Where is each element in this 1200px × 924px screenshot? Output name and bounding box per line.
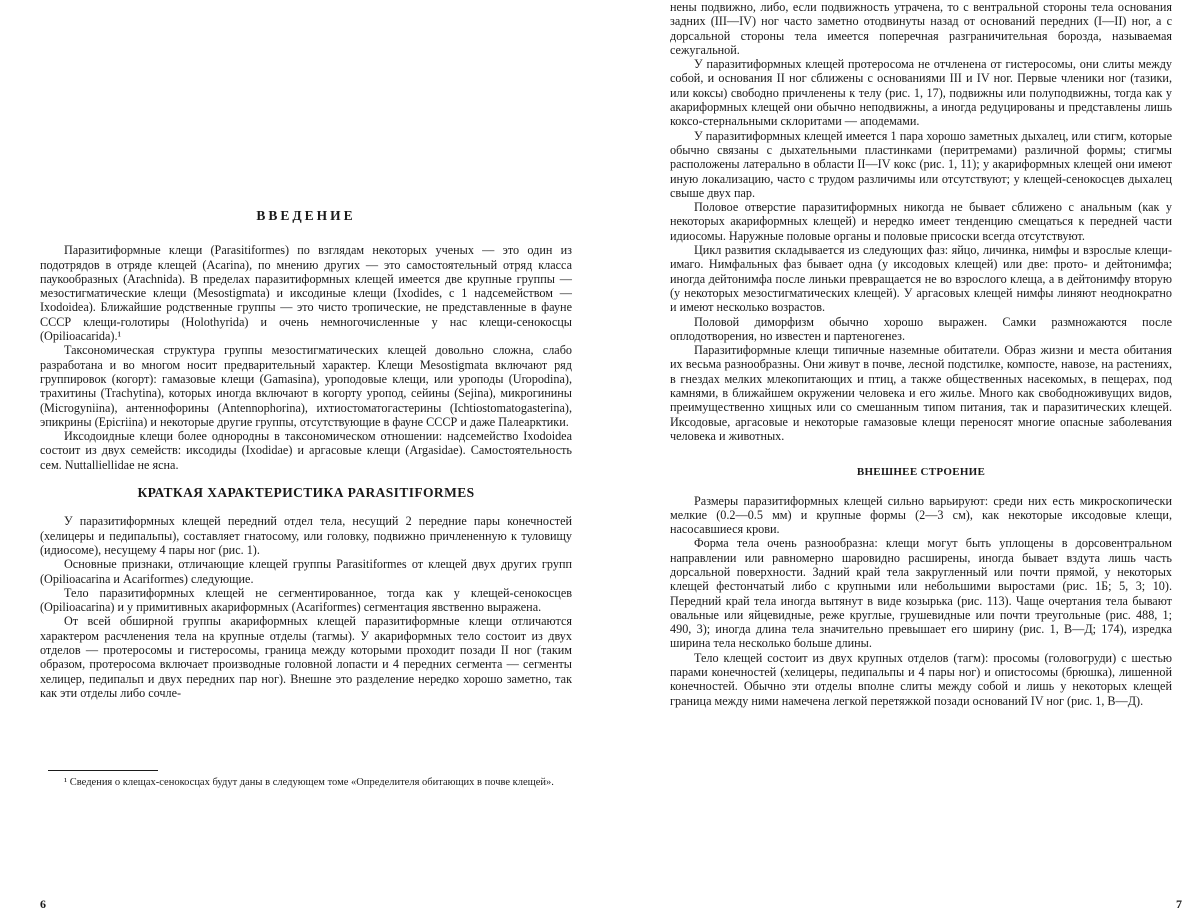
paragraph: нены подвижно, либо, если подвижность утрачена, то с вентральной стороны тела основания задних (III—IV) ног часто заметно отодвинуты назад от оснований передних (I—II) ног, а с дорсальной стороны тела имеется поперечная разграничительная борозда, называемая сежугальной. (670, 0, 1172, 57)
paragraph: Иксодоидные клещи более однородны в таксономическом отношении: надсемейство Ixodoidea состоит из двух семейств: иксодиды (Ixodidae) и аргасовые клещи (Argasidae). Самостоятельность сем. Nuttalliellidae не ясна. (40, 429, 572, 472)
section-heading: КРАТКАЯ ХАРАКТЕРИСТИКА PARASITIFORMES (137, 485, 475, 501)
paragraph: Тело клещей состоит из двух крупных отделов (тагм): просомы (головогруди) с шестью парами конечностей (хелицеры, педипальпы и 4 пары ног) и опистосомы (брюшка), лишенной конечностей. Обычно эти отделы вполне слиты между собой и лишь у некоторых клещей граница между ними намечена легкой перетяжкой позади оснований IV ног (рис. 1, В—Д). (670, 650, 1172, 708)
footnote-rule (48, 770, 158, 771)
page-number: 6 (40, 897, 46, 911)
paragraph: Форма тела очень разнообразна: клещи могут быть уплощены в дорсовентральном направлении или равномерно шаровидно расширены, иногда бывает вздута лишь часть дорсальной поверхности. Задний край тела закругленный или почти прямой, у некоторых клещей фестончатый либо с крупными или небольшими выростами (рис. 1Б; 5, 3; 10). Передний край тела иногда вытянут в виде козырька (рис. 113). Чаще очертания тела бывают овальные или яйцевидные, реже круглые, грушевидные или почти треугольные (рис. 488, 1; 490, 3); иногда длина тела значительно превышает его ширину (рис. 1, В—Д; 174), изредка ширина тела несколько больше длины. (670, 536, 1172, 651)
paragraph: Таксономическая структура группы мезостигматических клещей довольно сложна, слабо разработана и во многом носит предварительный характер. Клещи Mesostigmata включают ряд группировок (когорт): гамазовые клещи (Gamasina), уроподовые клещи, или уроподы (Uropodina), трахитины (Trachytina), которых иногда включают в когорту уропод, сейины (Sejina), микрогинины (Microgyniina), антеннофорины (Antennophorina), ихтиостоматогастерины (Ichtiostomatogasterina), эпикрины (Epicriina) и некоторые другие группы, отсутствующие в фауне СССР и даже Палеарктики. (40, 343, 572, 429)
paragraph: Половой диморфизм обычно хорошо выражен. Самки размножаются после оплодотворения, но известен и партеногенез. (670, 314, 1172, 343)
page-title: ВВЕДЕНИЕ (256, 208, 356, 223)
paragraph: Половое отверстие паразитиформных никогда не бывает сближено с анальным (как у некоторых акариформных клещей) и нередко имеет тенденцию смещаться к передней части идиосомы. Наружные половые органы и половые присоски всегда отсутствуют. (670, 200, 1172, 243)
paragraph: Тело паразитиформных клещей не сегментированное, тогда как у клещей-сенокосцев (Opilioacarina) и у примитивных акариформных (Acariformes) сегментация явственно выражена. (40, 585, 572, 615)
right-page (610, 0, 1200, 924)
paragraph: У паразитиформных клещей протеросома не отчленена от гистеросомы, они слиты между собой, и основания II ног сближены с основаниями III и IV ног. Первые членики ног (тазики, или коксы) свободно причленены к телу (рис. 1, 17), подвижны или полуподвижны, тогда как у акариформных клещей они обычно неподвижны, а иногда редуцированы и представлены лишь коксо-стернальными склоритами — аподемами. (670, 57, 1172, 129)
left-text-column (40, 209, 572, 790)
paragraph: У паразитиформных клещей имеется 1 пара хорошо заметных дыхалец, или стигм, которые обычно связаны с дыхательными пластинками (перитремами) различной формы; стигмы расположены латерально в области II—IV кокс (рис. 1, 11); у акариформных клещей они имеют иную локализацию, часто с трудом различимы или отсутствуют; у клещей-сенокосцев дыхалец свыше двух пар. (670, 128, 1172, 200)
paragraph: У паразитиформных клещей передний отдел тела, несущий 2 передние пары конечностей (хелицеры и педипальпы), составляет гнатосому, или головку, подвижно причлененную к туловищу (идиосоме), несущему 4 пары ног (рис. 1). (40, 514, 572, 557)
section-heading: ВНЕШНЕЕ СТРОЕНИЕ (856, 466, 986, 479)
left-page (0, 0, 590, 924)
paragraph: Цикл развития складывается из следующих фаз: яйцо, личинка, нимфы и взрослые клещи-имаго. Нимфальных фаз бывает одна (у иксодовых клещей) или две: прото- и дейтонимфа; иногда дейтонимфа после линьки превращается не во взрослого клеща, а в дейтонимфу вторую (у некоторых мезостигматических клещей). У аргасовых клещей нимфы линяют неоднократно и имеют несколько возрастов. (670, 243, 1172, 315)
page-number: 7 (1176, 897, 1182, 911)
paragraph: Основные признаки, отличающие клещей группы Parasitiformes от клещей двух других групп (Opilioacarina и Acariformes) следующие. (40, 557, 572, 586)
footnote: ¹ Сведения о клещах-сенокосцах будут даны в следующем томе «Определителя обитающих в почве клещей». (64, 777, 554, 789)
paragraph: Паразитиформные клещи типичные наземные обитатели. Образ жизни и места обитания их весьма разнообразны. Они живут в почве, лесной подстилке, компосте, навозе, на растениях, в гнездах мелких млекопитающих и птиц, а также общественных насекомых, в пещерах, под камнями, в ближайшем окружении человека и его жилье. Много как свободноживущих видов, преимущественно хищных или со смешанным типом питания, так и паразитических клещей. Иксодовые, аргасовые и некоторые гамазовые клещи переносят многие опасные заболевания человека и животных. (670, 343, 1172, 443)
paragraph: Паразитиформные клещи (Parasitiformes) по взглядам некоторых ученых — это один из подотрядов в отряде клещей (Acarina), по мнению других — это самостоятельный отряд класса паукообразных (Arachnida). В пределах паразитиформных клещей имеется две крупные группы — мезостигматические клещи (Mesostigmata) и иксодиные клещи (Ixodides, с 1 надсемейством — Ixodoidea). Ближайшие родственные группы — это чисто тропические, не представленные в фауне СССР клещи-голотиры (Holothyrida) и очень немногочисленные у нас клещи-сенокосцы (Opilioacarida).¹ (40, 243, 572, 344)
right-text-column (670, 0, 1172, 708)
paragraph: От всей обширной группы акариформных клещей паразитиформные клещи отличаются характером расчленения тела на крупные отделы (тагмы). У акариформных тело состоит из двух отделов — протеросомы и гистеросомы, граница между которыми проходит позади II ног (таким образом, протеросома включает производные головной лопасти и 4 передних сегмента — сегменты хелицер, педипальп и двух передних пар ног). Внешне это разделение нередко хорошо заметно, так как эти отделы либо сочле- (40, 614, 572, 700)
paragraph: Размеры паразитиформных клещей сильно варьируют: среди них есть микроскопически мелкие (0.2—0.5 мм) и крупные формы (2—3 см), как некоторые иксодовые клещи, насосавшиеся крови. (670, 493, 1172, 537)
